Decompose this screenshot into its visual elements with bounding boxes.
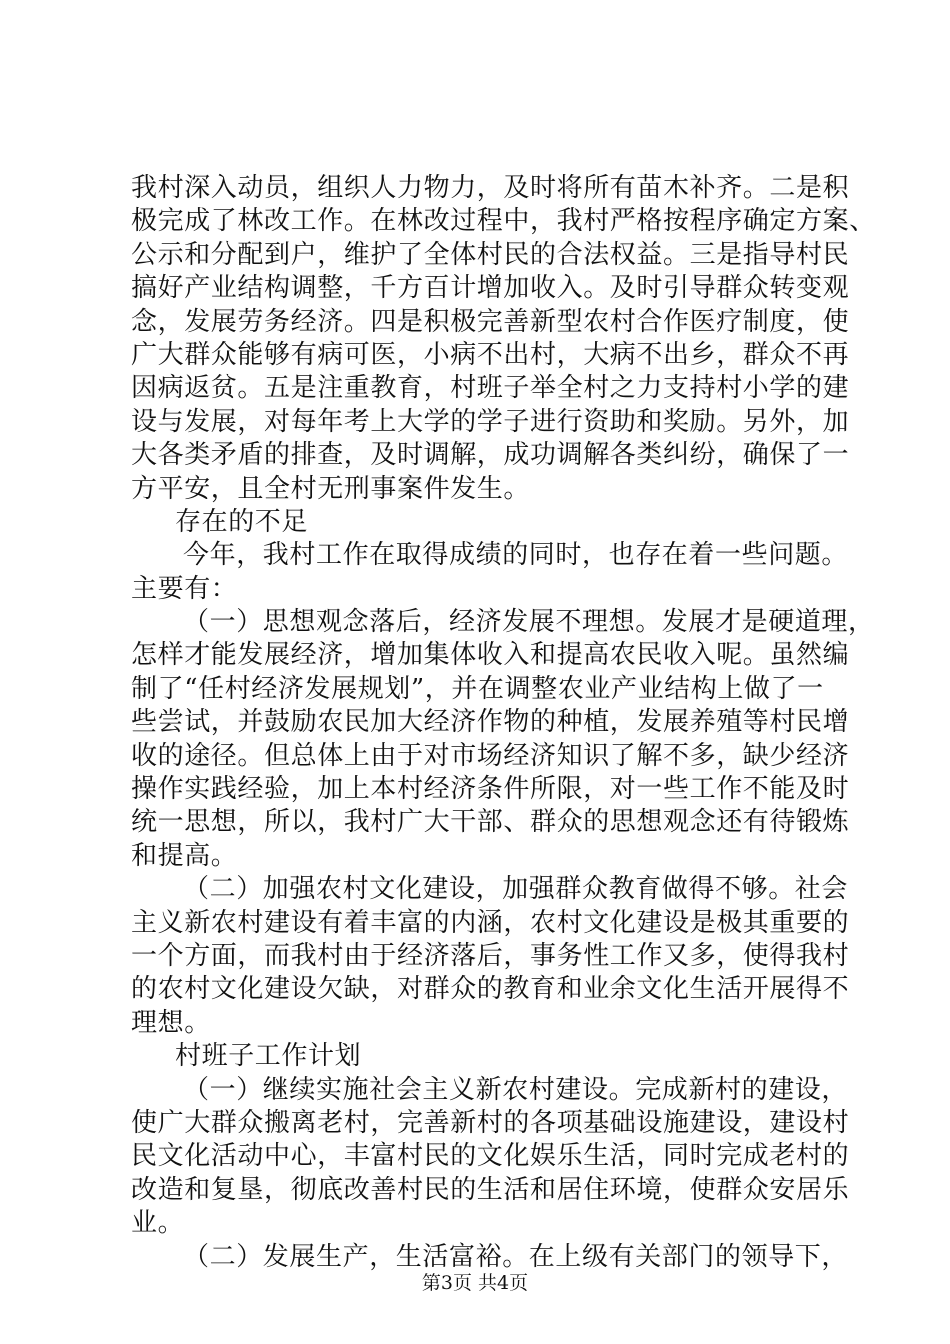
text-line: 收的途径。但总体上由于对市场经济知识了解不多，缺少经济 (131, 740, 850, 771)
text-line: 的农村文化建设欠缺，对群众的教育和业余文化生活开展得不 (131, 974, 850, 1005)
text-line: 制了“任村经济发展规划”，并在调整农业产业结构上做了一 (131, 673, 824, 704)
text-line: 广大群众能够有病可医，小病不出村，大病不出乡，群众不再 (131, 339, 850, 370)
text-line: （二）发展生产，生活富裕。在上级有关部门的领导下， (183, 1241, 849, 1272)
text-line: 方平安，且全村无刑事案件发生。 (131, 473, 531, 504)
text-line: 操作实践经验，加上本村经济条件所限，对一些工作不能及时 (131, 774, 850, 805)
text-line: 主要有： (131, 573, 238, 604)
text-line: 今年，我村工作在取得成绩的同时，也存在着一些问题。 (183, 540, 849, 571)
text-line: 我村深入动员，组织人力物力，及时将所有苗木补齐。二是积 (131, 173, 850, 203)
text-line: （一）继续实施社会主义新农村建设。完成新村的建设， (183, 1074, 849, 1105)
text-line: 使广大群众搬离老村，完善新村的各项基础设施建设，建设村 (131, 1107, 850, 1138)
text-line: （一）思想观念落后，经济发展不理想。发展才是硬道理， (183, 607, 875, 638)
text-line: （二）加强农村文化建设，加强群众教育做得不够。社会 (183, 874, 849, 905)
text-line: 主义新农村建设有着丰富的内涵，农村文化建设是极其重要的 (131, 907, 850, 938)
page-number-footer: 第3页 共4页 (421, 1272, 529, 1294)
text-line: 一个方面，而我村由于经济落后，事务性工作又多，使得我村 (131, 940, 850, 971)
text-line: 搞好产业结构调整，千方百计增加收入。及时引导群众转变观 (131, 273, 850, 304)
text-line: 怎样才能发展经济，增加集体收入和提高农民收入呢。虽然编 (131, 640, 850, 671)
document-body (131, 172, 876, 1274)
text-line: 极完成了林改工作。在林改过程中，我村严格按程序确定方案、 (131, 206, 876, 237)
section-heading-work-plan: 村班子工作计划 (175, 1041, 362, 1072)
text-line: 民文化活动中心，丰富村民的文化娱乐生活，同时完成老村的 (131, 1141, 850, 1172)
text-line: 因病返贫。五是注重教育，村班子举全村之力支持村小学的建 (131, 373, 850, 404)
section-heading-shortcomings: 存在的不足 (175, 506, 309, 537)
text-line: 念，发展劳务经济。四是积极完善新型农村合作医疗制度，使 (131, 306, 850, 337)
text-line: 和提高。 (131, 840, 238, 871)
text-line: 业。 (131, 1208, 185, 1239)
text-line: 改造和复垦，彻底改善村民的生活和居住环境，使群众安居乐 (131, 1174, 850, 1205)
text-line: 理想。 (131, 1007, 211, 1038)
text-line: 公示和分配到户，维护了全体村民的合法权益。三是指导村民 (131, 239, 850, 270)
text-line: 些尝试，并鼓励农民加大经济作物的种植，发展养殖等村民增 (131, 707, 850, 738)
text-line: 设与发展，对每年考上大学的学子进行资助和奖励。另外，加 (131, 406, 850, 437)
text-line: 统一思想，所以，我村广大干部、群众的思想观念还有待锻炼 (131, 807, 850, 838)
text-line: 大各类矛盾的排查，及时调解，成功调解各类纠纷，确保了一 (131, 440, 850, 471)
